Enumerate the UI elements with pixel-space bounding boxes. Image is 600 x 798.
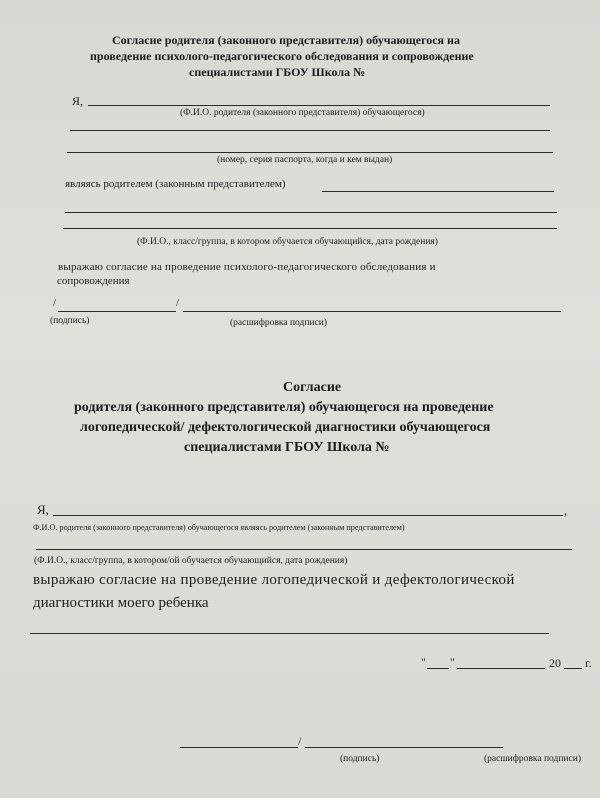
form1-child-line2[interactable] xyxy=(65,212,557,213)
form1-title-line2: проведение психолого-педагогического обследования и сопровождение xyxy=(90,49,474,63)
form2-ya-label: Я, xyxy=(37,502,49,517)
form1-caption-parent-name: (Ф.И.О. родителя (законного представителя) обучающегося) xyxy=(180,108,425,118)
form2-extra-line[interactable] xyxy=(30,633,549,634)
form2-signature-line[interactable] xyxy=(180,747,298,748)
form1-consent-line1: выражаю согласие на проведение психолого-педагогического обследования и xyxy=(58,261,436,273)
form1-child-line3[interactable] xyxy=(63,228,557,229)
form1-being-parent-label: являясь родителем (законным представителем) xyxy=(65,178,286,190)
form2-consent-line2: диагностики моего ребенка xyxy=(33,595,209,611)
form1-caption-signature: (подпись) xyxy=(50,316,90,326)
form1-title-line1: Согласие родителя (законного представителя) обучающегося на xyxy=(112,33,460,47)
form1-signature-line[interactable] xyxy=(58,311,176,312)
form1-ya-label: Я, xyxy=(72,94,84,108)
form2-date-year-line[interactable] xyxy=(564,668,582,669)
form2-title-line2: родителя (законного представителя) обучающегося на проведение xyxy=(74,400,494,415)
form2-date-quote-open: " xyxy=(421,655,426,669)
form1-consent-line2: сопровождения xyxy=(57,275,130,287)
form2-date-day-line[interactable] xyxy=(427,668,449,669)
form2-consent-line1: выражаю согласие на проведение логопедической и дефектологической xyxy=(33,572,515,588)
form2-parent-name-line[interactable] xyxy=(53,515,563,516)
form2-caption-decoding: (расшифровка подписи) xyxy=(484,754,581,764)
form2-comma: , xyxy=(564,503,568,518)
form1-caption-decoding: (расшифровка подписи) xyxy=(230,318,327,328)
form1-parent-name-line[interactable] xyxy=(88,105,550,106)
form2-slash: / xyxy=(298,734,302,748)
form2-date-quote-close: " xyxy=(450,655,455,669)
form1-caption-child: (Ф.И.О., класс/группа, в котором обучается обучающийся, дата рождения) xyxy=(137,237,438,247)
form2-date-month-line[interactable] xyxy=(457,668,545,669)
form2-title-line1: Согласие xyxy=(283,380,342,395)
form1-slash-left: / xyxy=(53,297,57,309)
form2-decoding-line[interactable] xyxy=(305,747,503,748)
form1-caption-passport: (номер, серия паспорта, когда и кем выдан) xyxy=(217,155,393,165)
form2-title-line4: специалистами ГБОУ Школа № xyxy=(184,440,390,455)
form1-slash-middle: / xyxy=(176,297,180,309)
form2-date-year-suffix: г. xyxy=(585,656,592,670)
form2-caption-child: (Ф.И.О., класс/группа, в котором/ой обучается обучающийся, дата рождения) xyxy=(34,556,348,566)
form2-caption-signature: (подпись) xyxy=(340,754,380,764)
form2-title-line3: логопедической/ дефектологической диагностики обучающегося xyxy=(80,420,491,435)
form2-child-line[interactable] xyxy=(36,549,572,550)
form1-child-line1[interactable] xyxy=(322,191,554,192)
form1-passport-line2[interactable] xyxy=(67,152,553,153)
form1-title-line3: специалистами ГБОУ Школа № xyxy=(189,65,366,79)
form2-caption-parent: Ф.И.О. родителя (законного представителя) обучающегося являясь родителем (законным представителем) xyxy=(33,523,405,532)
form2-date-year-prefix: 20 xyxy=(549,656,561,670)
form1-passport-line1[interactable] xyxy=(70,130,550,131)
form1-decoding-line[interactable] xyxy=(183,311,561,312)
